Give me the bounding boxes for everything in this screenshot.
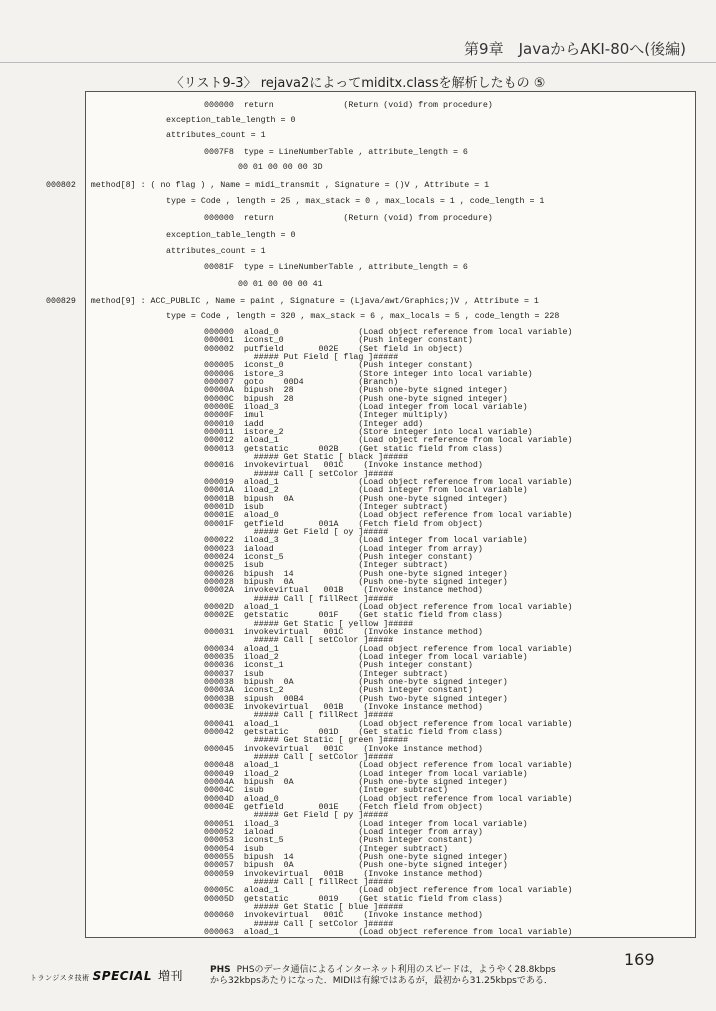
bytecode-line: ##### Call [ setColor ]##### [204, 753, 394, 762]
footer-note-line-2: から32kbpsあたりになった．MIDIは有線ではあるが，最初から31.25kbpsである． [210, 976, 553, 986]
bytecode-line: 000041 aload_1 (Load object reference from local variable) [204, 719, 573, 729]
bytecode-line: 000000 aload_0 (Load object reference from local variable) [204, 328, 573, 337]
bytecode-line: 00000F imul (Integer multiply) [204, 411, 448, 421]
bytecode-line: 000012 aload_1 (Load object reference from local variable) [204, 436, 573, 446]
bytecode-line: 00004D aload_0 (Load object reference from local variable) [204, 794, 573, 804]
bytecode-line: 000028 bipush 0A (Push one-byte signed integer) [204, 578, 508, 587]
bytecode-line: 000002 putfield 002E (Set field in object) [204, 344, 463, 354]
bytecode-line: 000001 iconst_0 (Push integer constant) [204, 336, 473, 346]
bytecode-line: 00000A bipush 28 (Push one-byte signed integer) [204, 386, 508, 396]
bytecode-line: 00003A iconst_2 (Push integer constant) [204, 686, 473, 696]
bytecode-line: ##### Get Static [ blue ]##### [204, 903, 404, 912]
bytecode-line: 00001F getfield 001A (Fetch field from object) [204, 519, 483, 529]
bytecode-line: ##### Get Static [ green ]##### [204, 736, 409, 746]
listing-header-line: attributes_count = 1 [166, 131, 266, 140]
footer-note-line-1 [210, 965, 630, 976]
listing-header-line: type = Code , length = 25 , max_stack = 0 , max_locals = 1 , code_length = 1 [166, 197, 545, 206]
bytecode-line: 00001D isub (Integer subtract) [204, 503, 448, 512]
listing-header-line: 00081F type = LineNumberTable , attribute_length = 6 [204, 263, 468, 272]
bytecode-line: ##### Call [ fillRect ]##### [204, 711, 394, 721]
bytecode-line: 000055 bipush 14 (Push one-byte signed integer) [204, 853, 508, 862]
bytecode-line: 00005C aload_1 (Load object reference from local variable) [204, 886, 573, 896]
bytecode-line: 00005D getstatic 0019 (Get static field from class) [204, 894, 503, 904]
bytecode-line: 00001A iload_2 (Load integer from local variable) [204, 486, 528, 496]
bytecode-line: 000026 bipush 14 (Push one-byte signed integer) [204, 569, 508, 579]
bytecode-line: ##### Call [ setColor ]##### [204, 469, 394, 479]
bytecode-line: 000048 aload_1 (Load object reference from local variable) [204, 761, 573, 771]
listing-header-line: exception_table_length = 0 [166, 231, 296, 240]
listing-box [46, 91, 696, 938]
bytecode-line: 000016 invokevirtual 001C (Invoke instance method) [204, 461, 483, 471]
bytecode-line: 00002E getstatic 001F (Get static field from class) [204, 611, 503, 621]
bytecode-line: 000013 getstatic 002B (Get static field from class) [204, 444, 503, 454]
page-number: 169 [624, 950, 655, 969]
bytecode-line: 000053 iconst_5 (Push integer constant) [204, 836, 473, 846]
bytecode-line: ##### Get Static [ yellow ]##### [204, 619, 414, 629]
listing-header-line: 0007F8 type = LineNumberTable , attribute_length = 6 [204, 148, 468, 157]
bytecode-line: 000019 aload_1 (Load object reference from local variable) [204, 478, 573, 487]
bytecode-line: 000052 iaload (Load integer from array) [204, 828, 483, 837]
footer-note-label: PHS [210, 965, 231, 975]
chapter-divider [0, 62, 716, 63]
listing-header-line: 000802 method[8] : ( no flag ) , Name = midi_transmit , Signature = ()V , Attribute = 1 [46, 181, 490, 190]
listing-header-line: attributes_count = 1 [166, 247, 266, 256]
bytecode-line: 000011 istore_2 (Store integer into local variable) [204, 428, 533, 437]
bytecode-line: 000045 invokevirtual 001C (Invoke instance method) [204, 744, 483, 754]
bytecode-line: 000051 iload_3 (Load integer from local variable) [204, 819, 528, 829]
bytecode-line: 000037 isub (Integer subtract) [204, 669, 448, 679]
listing-header-line: 00 01 00 00 00 3D [238, 163, 323, 172]
bytecode-line: 000035 iload_2 (Load integer from local variable) [204, 653, 528, 662]
bytecode-line: 000006 istore_3 (Store integer into local variable) [204, 369, 533, 379]
bytecode-line: 00004C isub (Integer subtract) [204, 786, 448, 796]
listing-title: 〈リスト9-3〉 rejava2によってmiditx.classを解析したもの ⑤ [170, 76, 546, 91]
bytecode-line: 000063 aload_1 (Load object reference from local variable) [204, 928, 573, 937]
logo-small-text: トランジスタ技術 [30, 974, 90, 982]
bytecode-line: 00004E getfield 001E (Fetch field from object) [204, 803, 483, 812]
logo-main-text: SPECIAL [92, 969, 152, 983]
bytecode-line: 000023 iaload (Load integer from array) [204, 544, 483, 554]
logo-suffix-text: 増刊 [157, 969, 183, 983]
bytecode-line: 000059 invokevirtual 001B (Invoke instance method) [204, 869, 483, 879]
listing-header-line: 00 01 00 00 00 41 [238, 280, 323, 289]
bytecode-line: ##### Call [ setColor ]##### [204, 919, 394, 929]
bytecode-line: ##### Get Static [ black ]##### [204, 453, 409, 462]
bytecode-line: 000022 iload_3 (Load integer from local variable) [204, 536, 528, 546]
bytecode-line: 00002D aload_1 (Load object reference from local variable) [204, 603, 573, 612]
bytecode-line: 00001B bipush 0A (Push one-byte signed integer) [204, 494, 508, 504]
footer-note-text-1: PHSのデータ通信によるインターネット利用のスピードは，ようやく28.8kbps [236, 965, 556, 975]
bytecode-line: 000057 bipush 0A (Push one-byte signed integer) [204, 861, 508, 871]
bytecode-line: 000036 iconst_1 (Push integer constant) [204, 661, 473, 671]
listing-header-line: type = Code , length = 320 , max_stack = 6 , max_locals = 5 , code_length = 228 [166, 312, 560, 321]
bytecode-line: 00004A bipush 0A (Push one-byte signed integer) [204, 778, 508, 787]
bytecode-line: ##### Get Field [ py ]##### [204, 811, 389, 821]
bytecode-line: ##### Call [ setColor ]##### [204, 636, 394, 646]
bytecode-line: 000025 isub (Integer subtract) [204, 561, 448, 571]
bytecode-line: 000031 invokevirtual 001C (Invoke instance method) [204, 628, 483, 637]
bytecode-line: ##### Call [ fillRect ]##### [204, 878, 394, 887]
bytecode-line: 000060 invokevirtual 001C (Invoke instance method) [204, 911, 483, 921]
bytecode-line: 00001E aload_0 (Load object reference from local variable) [204, 511, 573, 521]
bytecode-line: 000042 getstatic 001D (Get static field from class) [204, 728, 503, 737]
bytecode-line: ##### Call [ fillRect ]##### [204, 594, 394, 604]
bytecode-line: 00002A invokevirtual 001B (Invoke instance method) [204, 586, 483, 596]
bytecode-line: 000005 iconst_0 (Push integer constant) [204, 361, 473, 371]
bytecode-line: 000038 bipush 0A (Push one-byte signed integer) [204, 678, 508, 687]
listing-header-line: 000000 return (Return (void) from procedure) [204, 101, 493, 110]
footer-note [210, 965, 630, 987]
bytecode-line: 000054 isub (Integer subtract) [204, 844, 448, 854]
listing-header-line: exception_table_length = 0 [166, 116, 296, 125]
bytecode-line: 00003E invokevirtual 001B (Invoke instance method) [204, 703, 483, 712]
listing-header-line: 000829 method[9] : ACC_PUBLIC , Name = paint , Signature = (Ljava/awt/Graphics;)V , Attribute = 1 [46, 297, 539, 306]
bytecode-line: 000034 aload_1 (Load object reference from local variable) [204, 644, 573, 654]
bytecode-line: 000010 iadd (Integer add) [204, 419, 424, 429]
bytecode-line: 00000E iload_3 (Load integer from local variable) [204, 403, 528, 412]
bytecode-line: 00000C bipush 28 (Push one-byte signed integer) [204, 394, 508, 404]
bytecode-line: 00003B sipush 00B4 (Push two-byte signed integer) [204, 694, 508, 704]
magazine-logo [30, 967, 183, 984]
listing-header-line: 000000 return (Return (void) from procedure) [204, 214, 493, 223]
bytecode-line: ##### Put Field [ flag ]##### [204, 353, 399, 362]
chapter-header: 第9章 JavaからAKI-80へ(後編) [464, 40, 686, 58]
bytecode-line: ##### Get Field [ oy ]##### [204, 528, 389, 537]
bytecode-line: 000007 goto 00D4 (Branch) [204, 378, 399, 387]
bytecode-line: 000049 iload_2 (Load integer from local variable) [204, 769, 528, 779]
bytecode-line: 000024 iconst_5 (Push integer constant) [204, 553, 473, 562]
